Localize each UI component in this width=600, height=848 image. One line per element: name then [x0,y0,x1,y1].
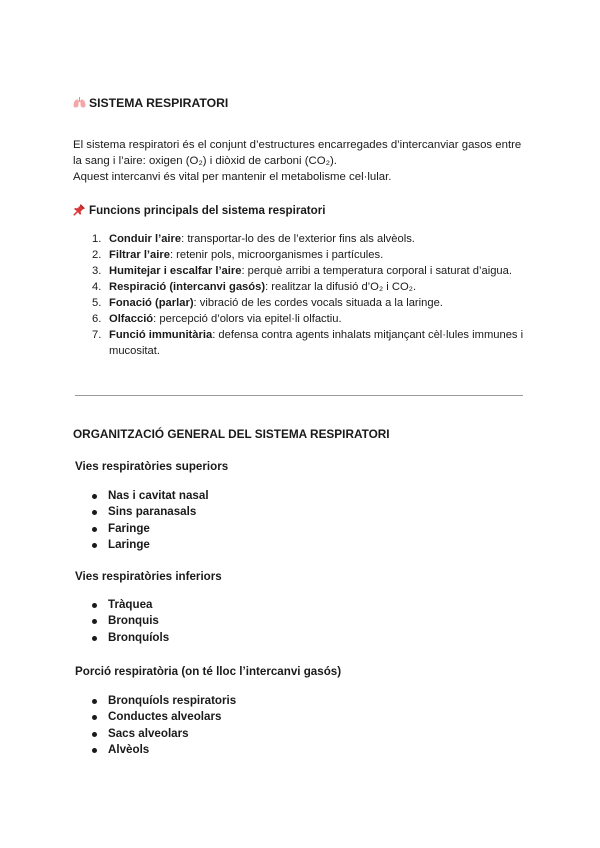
list-item [92,247,532,263]
list-item [92,279,532,295]
item-term: Fonació (parlar) [109,297,194,309]
list-item [92,263,532,279]
item-term: Olfacció [109,313,154,325]
lower-airways-list [92,597,169,646]
list-item: Bronquis [92,613,169,629]
functions-heading-text: Funcions principals del sistema respiratori [89,204,326,217]
item-term: Filtrar l’aire [109,249,170,261]
list-item: Bronquíols respiratoris [92,693,236,709]
list-item: Alvèols [92,742,236,758]
item-text: : transportar-lo des de l’exterior fins als alvèols. [181,233,415,245]
item-term: Respiració (intercanvi gasós) [109,281,266,293]
functions-heading [73,203,325,217]
item-term: Funció immunitària [109,329,213,341]
list-item [92,231,532,247]
item-text: : realitzar la difusió d’O₂ i CO₂. [265,281,417,293]
organization-title: ORGANITZACIÓ GENERAL DEL SISTEMA RESPIRATORI [73,427,390,441]
intro-paragraph [73,137,533,185]
list-item: Sacs alveolars [92,726,236,742]
item-number: 5. [92,297,102,309]
list-item: Faringe [92,521,209,537]
respiratory-portion-list [92,693,236,758]
list-item: Bronquíols [92,630,169,646]
list-item [92,327,532,359]
item-number: 2. [92,249,102,261]
lower-airways-title: Vies respiratòries inferiors [75,570,222,583]
lungs-icon [73,97,86,108]
section-divider [75,395,523,396]
upper-airways-title: Vies respiratòries superiors [75,460,229,473]
document-title [73,96,228,110]
item-number: 4. [92,281,102,293]
item-text: : defensa contra agents inhalats mitjançant cèl·lules immunes i mucositat. [109,329,524,357]
pushpin-icon [73,203,86,216]
intro-line-2: Aquest intercanvi és vital per mantenir el metabolisme cel·lular. [73,171,392,183]
item-text: : perquè arribi a temperatura corporal i saturat d’aigua. [241,265,512,277]
upper-airways-list [92,488,209,553]
item-text: : percepció d’olors via epitel·li olfactiu. [153,313,342,325]
functions-list [92,231,532,359]
item-number: 1. [92,233,102,245]
item-term: Humitejar i escalfar l’aire [109,265,242,277]
respiratory-portion-title: Porció respiratòria (on té lloc l’intercanvi gasós) [75,665,342,678]
list-item: Sins paranasals [92,504,209,520]
item-number: 3. [92,265,102,277]
list-item [92,311,532,327]
item-text: : vibració de les cordes vocals situada a la laringe. [193,297,443,309]
intro-line-1: El sistema respiratori és el conjunt d’estructures encarregades d’intercanviar gasos entre la sang i l’aire: oxigen (O₂) i diòxid de carboni (CO₂). [73,139,522,167]
list-item: Tràquea [92,597,169,613]
item-text: : retenir pols, microorganismes i partícules. [169,249,384,261]
list-item [92,295,532,311]
list-item: Conductes alveolars [92,709,236,725]
item-number: 7. [92,329,102,341]
item-number: 6. [92,313,102,325]
item-term: Conduir l’aire [109,233,182,245]
list-item: Nas i cavitat nasal [92,488,209,504]
document-title-text: SISTEMA RESPIRATORI [89,96,229,110]
list-item: Laringe [92,537,209,553]
